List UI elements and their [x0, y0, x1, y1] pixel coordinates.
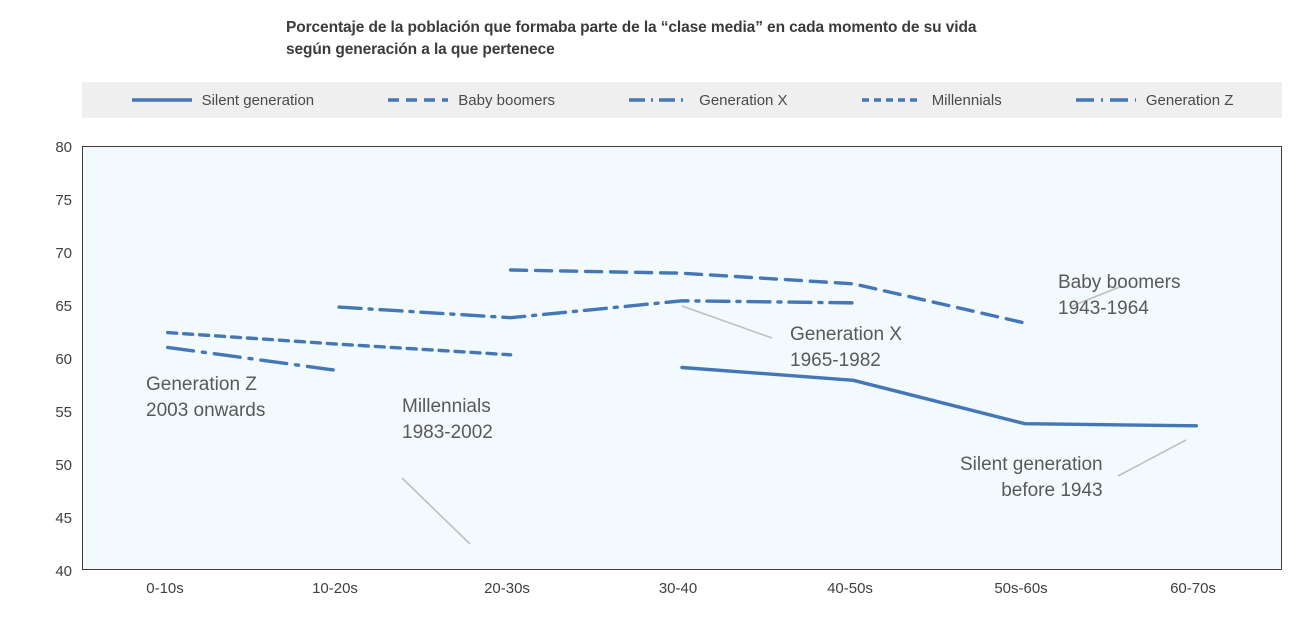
- legend-item-generation-x[interactable]: [628, 92, 787, 109]
- annotation-line-1: Generation X: [790, 324, 902, 345]
- x-tick-label: 10-20s: [312, 580, 358, 597]
- annotation-line-1: Baby boomers: [1058, 272, 1181, 293]
- series-layer: [82, 146, 1282, 570]
- series-line: [511, 270, 1025, 323]
- legend-item-generation-z[interactable]: [1075, 92, 1234, 109]
- y-tick-label: 70: [55, 245, 72, 262]
- series-line: [682, 368, 1196, 426]
- y-tick-label: 55: [55, 404, 72, 421]
- annotation-line-1: Millennials: [402, 396, 491, 417]
- legend-label: Generation Z: [1145, 91, 1234, 109]
- x-tick-label: 20-30s: [484, 580, 530, 597]
- x-tick-label: 40-50s: [827, 580, 873, 597]
- y-tick-label: 80: [55, 139, 72, 156]
- legend-item-silent-generation[interactable]: [131, 92, 315, 109]
- chart-title: Porcentaje de la población que formaba parte de la “clase media” en cada momento de su vida según generación a la que pertenece: [286, 19, 977, 59]
- y-tick-label: 40: [55, 563, 72, 580]
- x-tick-label: 50s-60s: [994, 580, 1048, 597]
- legend-label: Silent generation: [201, 91, 315, 109]
- annotation-line-1: Generation Z: [146, 374, 257, 395]
- legend-key-dash-dot-fine-icon: [1075, 93, 1137, 107]
- y-tick-label: 60: [55, 351, 72, 368]
- legend-key-solid-icon: [131, 93, 193, 107]
- legend-label: Baby boomers: [458, 91, 556, 109]
- legend-item-millennials[interactable]: [861, 92, 1002, 109]
- annotation-silent-generation: [960, 452, 1103, 503]
- y-tick-label: 50: [55, 457, 72, 474]
- legend-label: Millennials: [931, 91, 1002, 109]
- annotation-baby-boomers: [1058, 270, 1181, 321]
- annotation-line-2: 2003 onwards: [146, 399, 266, 421]
- annotation-millennials: [402, 394, 493, 445]
- annotation-line-2: before 1943: [1001, 479, 1103, 501]
- x-tick-label: 60-70s: [1170, 580, 1216, 597]
- x-tick-label: 0-10s: [146, 580, 184, 597]
- y-tick-label: 65: [55, 298, 72, 315]
- annotation-generation-z: [146, 372, 265, 423]
- chart-legend: [82, 82, 1282, 118]
- series-line: [168, 333, 511, 355]
- annotation-generation-x: [790, 322, 902, 373]
- annotation-line-2: 1983-2002: [402, 421, 493, 443]
- series-line: [168, 347, 339, 370]
- y-tick-label: 75: [55, 192, 72, 209]
- legend-label: Generation X: [699, 91, 788, 109]
- annotation-line-2: 1965-1982: [790, 349, 881, 371]
- legend-key-dash-dot-icon: [628, 93, 690, 107]
- x-tick-label: 30-40: [658, 580, 698, 597]
- series-line: [339, 301, 853, 318]
- legend-item-baby-boomers[interactable]: [387, 92, 555, 109]
- annotation-line-2: 1943-1964: [1058, 297, 1149, 319]
- y-tick-label: 45: [55, 510, 72, 527]
- legend-key-dashed-icon: [387, 93, 449, 107]
- legend-key-fine-dashed-icon: [861, 93, 923, 107]
- annotation-line-1: Silent generation: [960, 454, 1103, 475]
